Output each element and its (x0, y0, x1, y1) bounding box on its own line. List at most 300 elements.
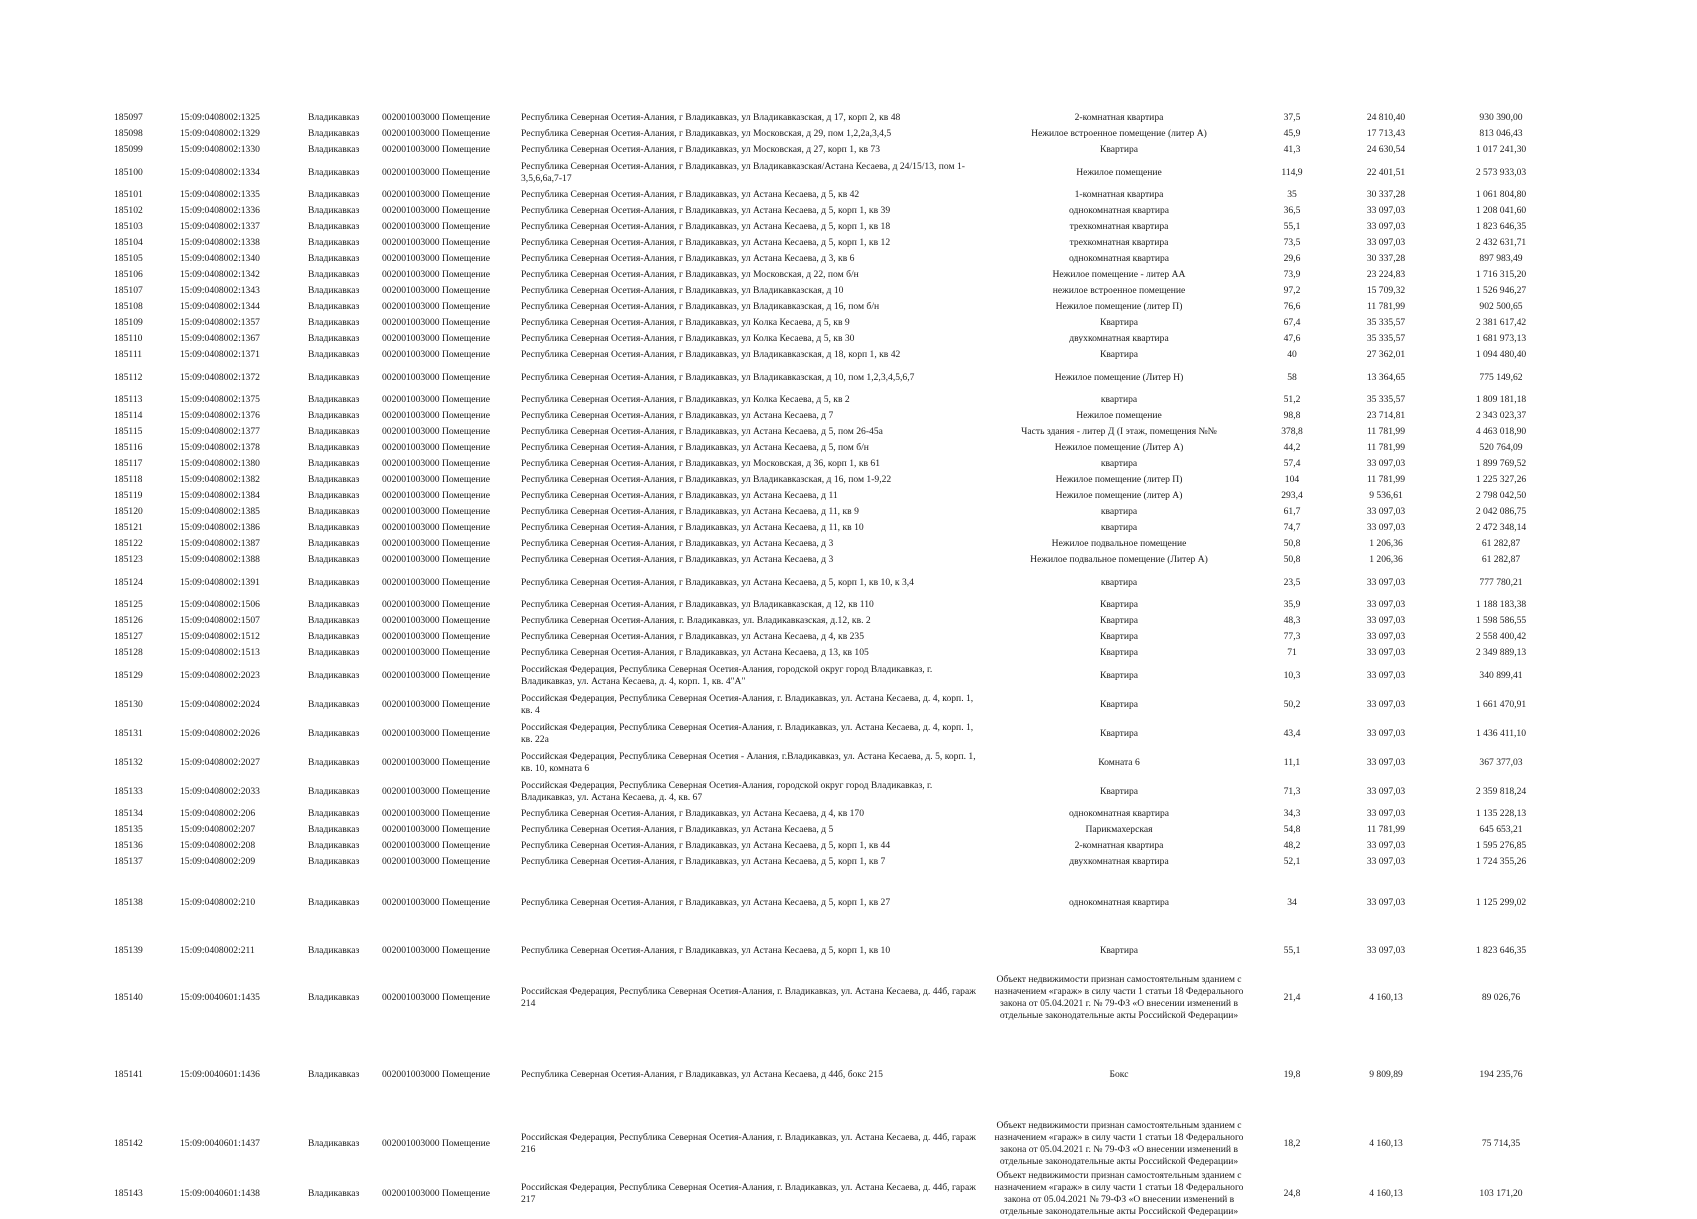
object-type-cell: 002001003000 Помещение (382, 317, 491, 328)
address-cell: Республика Северная Осетия-Алания, г Владикавказ, ул Астана Кесаева, д 3 (521, 538, 834, 549)
city-cell: Владикавказ (308, 333, 360, 344)
description-cell: квартира (1100, 458, 1138, 469)
table-row (110, 440, 1561, 456)
area-cell: 378,8 (1281, 426, 1303, 437)
unit-cost-cell: 33 097,03 (1366, 897, 1406, 908)
area-cell: 34 (1287, 897, 1297, 908)
record-number-cell: 185130 (114, 698, 143, 710)
cadastral-number-cell: 15:09:0408002:1376 (180, 410, 260, 421)
table-row (110, 203, 1561, 219)
description-cell: Бокс (1109, 1069, 1129, 1080)
address-cell: Республика Северная Осетия-Алания, г Владикавказ, ул Астана Кесаева, д 5, корп 1, кв 39 (521, 205, 891, 216)
unit-cost-cell: 33 097,03 (1366, 840, 1406, 851)
area-cell: 51,2 (1283, 394, 1301, 405)
area-cell: 55,1 (1283, 221, 1301, 232)
record-number-cell: 185116 (114, 442, 143, 453)
record-number-cell: 185112 (114, 371, 143, 383)
record-number-cell: 185141 (114, 1069, 143, 1080)
address-cell: Республика Северная Осетия-Алания, г Владикавказ, ул Астана Кесаева, д 5, корп 1, кв 10 (521, 944, 891, 956)
area-cell: 24,8 (1283, 1188, 1301, 1199)
record-number-cell: 185103 (114, 221, 143, 232)
description-cell: Квартира (1099, 349, 1139, 360)
object-type-cell: 002001003000 Помещение (382, 285, 491, 296)
cadastral-number-cell: 15:09:0408002:2033 (180, 785, 260, 797)
address-cell: Республика Северная Осетия-Алания, г Владикавказ, ул Владикавказская, д 17, корп 2, кв 48 (521, 112, 901, 123)
address-cell: Республика Северная Осетия-Алания, г Владикавказ, ул Астана Кесаева, д 5, корп 1, кв 44 (521, 840, 891, 851)
cadastral-value-cell: 1 125 299,02 (1475, 897, 1527, 908)
object-type-cell: 002001003000 Помещение (382, 1188, 491, 1199)
cadastral-number-cell: 15:09:0408002:1384 (180, 490, 260, 501)
object-type-cell: 002001003000 Помещение (382, 538, 491, 549)
cadastral-value-cell: 2 472 348,14 (1475, 522, 1527, 533)
cadastral-number-cell: 15:09:0408002:1330 (180, 144, 260, 155)
description-cell: Нежилое помещение (литер П) (1055, 301, 1183, 312)
record-number-cell: 185143 (114, 1188, 143, 1199)
area-cell: 50,8 (1283, 538, 1301, 549)
area-cell: 50,2 (1283, 698, 1301, 710)
unit-cost-cell: 33 097,03 (1366, 631, 1406, 642)
city-cell: Владикавказ (308, 897, 360, 908)
address-cell: Республика Северная Осетия-Алания, г Владикавказ, ул Колка Кесаева, д 5, кв 30 (521, 333, 855, 344)
object-type-cell: 002001003000 Помещение (382, 253, 491, 264)
city-cell: Владикавказ (308, 474, 360, 485)
record-number-cell: 185132 (114, 756, 143, 768)
object-type-cell: 002001003000 Помещение (382, 698, 491, 710)
table-row (110, 806, 1561, 822)
record-number-cell: 185107 (114, 285, 143, 296)
cadastral-value-cell: 2 573 933,03 (1475, 166, 1527, 178)
table-row (110, 748, 1561, 777)
table-row (110, 472, 1561, 488)
table-row (110, 536, 1561, 552)
area-cell: 61,7 (1283, 506, 1301, 517)
city-cell: Владикавказ (308, 221, 360, 232)
cadastral-number-cell: 15:09:0408002:1512 (180, 631, 260, 642)
table-row (110, 251, 1561, 267)
cadastral-number-cell: 15:09:0408002:1344 (180, 301, 260, 312)
unit-cost-cell: 23 714,81 (1366, 410, 1406, 421)
area-cell: 47,6 (1283, 333, 1301, 344)
property-register-table (110, 110, 1561, 1219)
area-cell: 37,5 (1283, 112, 1301, 123)
area-cell: 98,8 (1283, 410, 1301, 421)
cadastral-number-cell: 15:09:0408002:2027 (180, 756, 260, 768)
city-cell: Владикавказ (308, 410, 360, 421)
area-cell: 104 (1284, 474, 1300, 485)
area-cell: 36,5 (1283, 205, 1301, 216)
record-number-cell: 185102 (114, 205, 143, 216)
record-number-cell: 185111 (114, 349, 143, 360)
address-cell: Российская Федерация, Республика Северная Осетия-Алания, городской округ город Владикавказ, г. Владикавказ, ул. Астана Кесаева, д. 4, кв. 67 (521, 779, 933, 803)
object-type-cell: 002001003000 Помещение (382, 756, 491, 768)
record-number-cell: 185098 (114, 128, 143, 139)
record-number-cell: 185121 (114, 522, 143, 533)
cadastral-number-cell: 15:09:0408002:1334 (180, 166, 260, 178)
cadastral-value-cell: 1 188 183,38 (1475, 599, 1527, 610)
object-type-cell: 002001003000 Помещение (382, 301, 491, 312)
object-type-cell: 002001003000 Помещение (382, 237, 491, 248)
unit-cost-cell: 33 097,03 (1366, 221, 1406, 232)
cadastral-value-cell: 520 764,09 (1479, 442, 1523, 453)
address-cell: Республика Северная Осетия-Алания, г. Владикавказ, ул. Владикавказская, д.12, кв. 2 (521, 615, 871, 626)
unit-cost-cell: 33 097,03 (1366, 785, 1406, 797)
cadastral-number-cell: 15:09:0408002:1513 (180, 647, 260, 658)
city-cell: Владикавказ (308, 992, 360, 1003)
description-cell: квартира (1100, 394, 1138, 405)
object-type-cell: 002001003000 Помещение (382, 394, 491, 405)
description-cell: квартира (1100, 576, 1138, 588)
unit-cost-cell: 11 781,99 (1366, 301, 1406, 312)
city-cell: Владикавказ (308, 808, 360, 819)
table-row (110, 158, 1561, 187)
area-cell: 19,8 (1283, 1069, 1301, 1080)
unit-cost-cell: 33 097,03 (1366, 647, 1406, 658)
unit-cost-cell: 13 364,65 (1366, 371, 1406, 383)
description-cell: Нежилое встроенное помещение (литер А) (1031, 128, 1207, 139)
table-row (110, 456, 1561, 472)
table-row (110, 331, 1561, 347)
description-cell: Нежилое помещение - литер АА (1052, 269, 1186, 280)
address-cell: Республика Северная Осетия-Алания, г Владикавказ, ул Астана Кесаева, д 44б, бокс 215 (521, 1069, 883, 1080)
record-number-cell: 185135 (114, 824, 143, 835)
city-cell: Владикавказ (308, 490, 360, 501)
table-row (110, 392, 1561, 408)
record-number-cell: 185114 (114, 410, 143, 421)
cadastral-value-cell: 1 436 411,10 (1475, 727, 1526, 739)
address-cell: Республика Северная Осетия-Алания, г Владикавказ, ул Астана Кесаева, д 11 (521, 490, 838, 501)
unit-cost-cell: 4 160,13 (1369, 992, 1403, 1003)
record-number-cell: 185101 (114, 189, 143, 200)
cadastral-value-cell: 61 282,87 (1481, 538, 1521, 549)
unit-cost-cell: 11 781,99 (1366, 474, 1406, 485)
unit-cost-cell: 27 362,01 (1366, 349, 1406, 360)
object-type-cell: 002001003000 Помещение (382, 808, 491, 819)
table-row (110, 315, 1561, 331)
area-cell: 77,3 (1283, 631, 1301, 642)
cadastral-value-cell: 1 661 470,91 (1475, 698, 1527, 710)
record-number-cell: 185142 (114, 1138, 143, 1149)
cadastral-number-cell: 15:09:0408002:1340 (180, 253, 260, 264)
city-cell: Владикавказ (308, 394, 360, 405)
unit-cost-cell: 9 809,89 (1369, 1069, 1403, 1080)
cadastral-number-cell: 15:09:0408002:1336 (180, 205, 260, 216)
cadastral-value-cell: 1 823 646,35 (1475, 221, 1527, 232)
table-row (110, 1031, 1561, 1119)
object-type-cell: 002001003000 Помещение (382, 490, 491, 501)
object-type-cell: 002001003000 Помещение (382, 856, 491, 867)
table-row (110, 854, 1561, 870)
table-row (110, 347, 1561, 363)
cadastral-value-cell: 2 343 023,37 (1475, 410, 1527, 421)
description-cell: однокомнатная квартира (1068, 897, 1170, 908)
record-number-cell: 185109 (114, 317, 143, 328)
cadastral-number-cell: 15:09:0408002:1375 (180, 394, 260, 405)
address-cell: Республика Северная Осетия-Алания, г Владикавказ, ул Астана Кесаева, д 5, пом 26-45а (521, 426, 883, 437)
city-cell: Владикавказ (308, 785, 360, 797)
address-cell: Республика Северная Осетия-Алания, г Владикавказ, ул Владикавказская/Астана Кесаева, д 24/15/13, пом 1-3,5,6,6а,7-17 (521, 160, 966, 184)
object-type-cell: 002001003000 Помещение (382, 112, 491, 123)
address-cell: Республика Северная Осетия-Алания, г Владикавказ, ул Астана Кесаева, д 5 (521, 824, 834, 835)
area-cell: 29,6 (1283, 253, 1301, 264)
city-cell: Владикавказ (308, 506, 360, 517)
address-cell: Республика Северная Осетия-Алания, г Владикавказ, ул Владикавказская, д 18, корп 1, кв 42 (521, 349, 901, 360)
description-cell: Квартира (1099, 944, 1139, 956)
cadastral-value-cell: 1 208 041,60 (1475, 205, 1527, 216)
table-row (110, 363, 1561, 392)
record-number-cell: 185113 (114, 394, 143, 405)
object-type-cell: 002001003000 Помещение (382, 426, 491, 437)
unit-cost-cell: 33 097,03 (1366, 669, 1406, 681)
object-type-cell: 002001003000 Помещение (382, 221, 491, 232)
unit-cost-cell: 33 097,03 (1366, 698, 1406, 710)
address-cell: Республика Северная Осетия-Алания, г Владикавказ, ул Московская, д 36, корп 1, кв 61 (521, 458, 880, 469)
unit-cost-cell: 4 160,13 (1369, 1188, 1403, 1199)
unit-cost-cell: 33 097,03 (1366, 237, 1406, 248)
cadastral-number-cell: 15:09:0408002:1507 (180, 615, 260, 626)
cadastral-number-cell: 15:09:0408002:2024 (180, 698, 260, 710)
record-number-cell: 185129 (114, 669, 143, 681)
cadastral-number-cell: 15:09:0408002:1378 (180, 442, 260, 453)
city-cell: Владикавказ (308, 631, 360, 642)
record-number-cell: 185110 (114, 333, 143, 344)
record-number-cell: 185134 (114, 808, 143, 819)
city-cell: Владикавказ (308, 442, 360, 453)
address-cell: Республика Северная Осетия-Алания, г Владикавказ, ул Астана Кесаева, д 5, корп 1, кв 12 (521, 237, 891, 248)
record-number-cell: 185104 (114, 237, 143, 248)
address-cell: Российская Федерация, Республика Северная Осетия-Алания, г. Владикавказ, ул. Астана Кесаева, д. 44б, гараж 216 (521, 1132, 976, 1155)
city-cell: Владикавказ (308, 554, 360, 565)
object-type-cell: 002001003000 Помещение (382, 785, 491, 797)
area-cell: 55,1 (1283, 944, 1301, 956)
description-cell: Часть здания - литер Д (I этаж, помещения №№ (1021, 426, 1217, 437)
city-cell: Владикавказ (308, 840, 360, 851)
description-cell: Нежилое помещение (литер П) (1055, 474, 1183, 485)
city-cell: Владикавказ (308, 576, 360, 588)
city-cell: Владикавказ (308, 269, 360, 280)
cadastral-number-cell: 15:09:0408002:1387 (180, 538, 260, 549)
object-type-cell: 002001003000 Помещение (382, 615, 491, 626)
record-number-cell: 185127 (114, 631, 143, 642)
area-cell: 35 (1287, 189, 1297, 200)
description-cell: однокомнатная квартира (1068, 808, 1170, 819)
address-cell: Республика Северная Осетия-Алания, г Владикавказ, ул Астана Кесаева, д 4, кв 170 (521, 808, 865, 819)
area-cell: 52,1 (1283, 856, 1301, 867)
area-cell: 50,8 (1283, 554, 1301, 565)
unit-cost-cell: 33 097,03 (1366, 576, 1406, 588)
address-cell: Республика Северная Осетия-Алания, г Владикавказ, ул Московская, д 27, корп 1, кв 73 (521, 144, 880, 155)
description-cell: Нежилое помещение (Литер А) (1054, 442, 1184, 453)
register-table-body (110, 110, 1561, 1219)
object-type-cell: 002001003000 Помещение (382, 647, 491, 658)
record-number-cell: 185105 (114, 253, 143, 264)
cadastral-value-cell: 367 377,03 (1479, 756, 1523, 768)
table-row (110, 870, 1561, 936)
cadastral-value-cell: 1 094 480,40 (1475, 349, 1527, 360)
record-number-cell: 185125 (114, 599, 143, 610)
object-type-cell: 002001003000 Помещение (382, 144, 491, 155)
city-cell: Владикавказ (308, 615, 360, 626)
unit-cost-cell: 33 097,03 (1366, 599, 1406, 610)
record-number-cell: 185097 (114, 112, 143, 123)
area-cell: 54,8 (1283, 824, 1301, 835)
city-cell: Владикавказ (308, 285, 360, 296)
unit-cost-cell: 33 097,03 (1366, 522, 1406, 533)
table-row (110, 568, 1561, 597)
object-type-cell: 002001003000 Помещение (382, 506, 491, 517)
address-cell: Республика Северная Осетия-Алания, г Владикавказ, ул Владикавказская, д 10, пом 1,2,3,4,5,6,7 (521, 371, 915, 383)
object-type-cell: 002001003000 Помещение (382, 576, 491, 588)
area-cell: 44,2 (1283, 442, 1301, 453)
record-number-cell: 185117 (114, 458, 143, 469)
table-row (110, 719, 1561, 748)
unit-cost-cell: 33 097,03 (1366, 756, 1406, 768)
city-cell: Владикавказ (308, 522, 360, 533)
description-cell: трехкомнатная квартира (1069, 237, 1169, 248)
description-cell: однокомнатная квартира (1068, 253, 1170, 264)
area-cell: 11,1 (1283, 756, 1301, 768)
cadastral-value-cell: 1 017 241,30 (1475, 144, 1527, 155)
cadastral-number-cell: 15:09:0408002:1337 (180, 221, 260, 232)
address-cell: Республика Северная Осетия-Алания, г Владикавказ, ул Астана Кесаева, д 5, корп 1, кв 18 (521, 221, 891, 232)
city-cell: Владикавказ (308, 698, 360, 710)
description-cell: квартира (1100, 506, 1138, 517)
table-row (110, 597, 1561, 613)
description-cell: Квартира (1099, 669, 1139, 681)
city-cell: Владикавказ (308, 1069, 360, 1080)
city-cell: Владикавказ (308, 538, 360, 549)
city-cell: Владикавказ (308, 458, 360, 469)
address-cell: Российская Федерация, Республика Северная Осетия-Алания, г. Владикавказ, ул. Астана Кесаева, д. 44б, гараж 214 (521, 986, 976, 1009)
cadastral-value-cell: 340 899,41 (1479, 669, 1523, 681)
description-cell: Квартира (1099, 317, 1139, 328)
record-number-cell: 185123 (114, 554, 143, 565)
address-cell: Республика Северная Осетия-Алания, г Владикавказ, ул Астана Кесаева, д 11, кв 9 (521, 506, 859, 517)
unit-cost-cell: 33 097,03 (1366, 458, 1406, 469)
object-type-cell: 002001003000 Помещение (382, 205, 491, 216)
address-cell: Республика Северная Осетия-Алания, г Владикавказ, ул Владикавказская, д 16, пом 1-9,22 (521, 474, 892, 485)
area-cell: 10,3 (1283, 669, 1301, 681)
area-cell: 97,2 (1283, 285, 1301, 296)
address-cell: Республика Северная Осетия-Алания, г Владикавказ, ул Владикавказская, д 16, пом б/н (521, 301, 880, 312)
address-cell: Республика Северная Осетия-Алания, г Владикавказ, ул Астана Кесаева, д 7 (521, 410, 834, 421)
cadastral-value-cell: 1 809 181,18 (1475, 394, 1527, 405)
record-number-cell: 185108 (114, 301, 143, 312)
object-type-cell: 002001003000 Помещение (382, 554, 491, 565)
object-type-cell: 002001003000 Помещение (382, 189, 491, 200)
cadastral-value-cell: 777 780,21 (1479, 576, 1523, 588)
unit-cost-cell: 1 206,36 (1369, 538, 1403, 549)
city-cell: Владикавказ (308, 756, 360, 768)
object-type-cell: 002001003000 Помещение (382, 1069, 491, 1080)
address-cell: Республика Северная Осетия-Алания, г Владикавказ, ул Астана Кесаева, д 4, кв 235 (521, 631, 865, 642)
record-number-cell: 185128 (114, 647, 143, 658)
object-type-cell: 002001003000 Помещение (382, 269, 491, 280)
table-row (110, 822, 1561, 838)
record-number-cell: 185126 (114, 615, 143, 626)
description-cell: Нежилое помещение (1076, 410, 1162, 421)
cadastral-number-cell: 15:09:0408002:1380 (180, 458, 260, 469)
object-type-cell: 002001003000 Помещение (382, 1138, 491, 1149)
record-number-cell: 185133 (114, 785, 143, 797)
area-cell: 73,9 (1283, 269, 1301, 280)
address-cell: Республика Северная Осетия-Алания, г Владикавказ, ул Астана Кесаева, д 5, корп 1, кв 27 (521, 897, 891, 908)
cadastral-number-cell: 15:09:0408002:1377 (180, 426, 260, 437)
table-row (110, 110, 1561, 126)
description-cell: 2-комнатная квартира (1074, 112, 1164, 123)
object-type-cell: 002001003000 Помещение (382, 897, 491, 908)
area-cell: 41,3 (1283, 144, 1301, 155)
area-cell: 114,9 (1281, 166, 1303, 178)
address-cell: Республика Северная Осетия-Алания, г Владикавказ, ул Московская, д 29, пом 1,2,2а,3,4,5 (521, 128, 892, 139)
unit-cost-cell: 22 401,51 (1366, 166, 1406, 178)
record-number-cell: 185100 (114, 166, 143, 178)
area-cell: 293,4 (1281, 490, 1303, 501)
table-row (110, 424, 1561, 440)
table-row (110, 629, 1561, 645)
area-cell: 48,3 (1283, 615, 1301, 626)
record-number-cell: 185106 (114, 269, 143, 280)
cadastral-value-cell: 194 235,76 (1479, 1069, 1523, 1080)
address-cell: Республика Северная Осетия-Алания, г Владикавказ, ул Астана Кесаева, д 3, кв 6 (521, 253, 855, 264)
city-cell: Владикавказ (308, 371, 360, 383)
unit-cost-cell: 30 337,28 (1366, 189, 1406, 200)
city-cell: Владикавказ (308, 727, 360, 739)
object-type-cell: 002001003000 Помещение (382, 840, 491, 851)
address-cell: Российская Федерация, Республика Северная Осетия-Алания, г. Владикавказ, ул. Астана Кесаева, д. 44б, гараж 217 (521, 1182, 976, 1205)
city-cell: Владикавказ (308, 647, 360, 658)
object-type-cell: 002001003000 Помещение (382, 128, 491, 139)
description-cell: Парикмахерская (1085, 824, 1153, 835)
address-cell: Республика Северная Осетия-Алания, г Владикавказ, ул Астана Кесаева, д 5, корп 1, кв 10, к 3,4 (521, 576, 914, 588)
cadastral-value-cell: 897 983,49 (1479, 253, 1523, 264)
cadastral-number-cell: 15:09:0408002:1372 (180, 371, 260, 383)
address-cell: Республика Северная Осетия-Алания, г Владикавказ, ул Астана Кесаева, д 5, корп 1, кв 7 (521, 856, 886, 867)
cadastral-number-cell: 15:09:0408002:211 (180, 944, 255, 956)
unit-cost-cell: 17 713,43 (1366, 128, 1406, 139)
object-type-cell: 002001003000 Помещение (382, 349, 491, 360)
cadastral-number-cell: 15:09:0040601:1435 (180, 992, 260, 1003)
city-cell: Владикавказ (308, 189, 360, 200)
area-cell: 58 (1287, 371, 1297, 383)
object-type-cell: 002001003000 Помещение (382, 944, 491, 956)
city-cell: Владикавказ (308, 1138, 360, 1149)
description-cell: Квартира (1099, 144, 1139, 155)
area-cell: 74,7 (1283, 522, 1301, 533)
address-cell: Республика Северная Осетия-Алания, г Владикавказ, ул Колка Кесаева, д 5, кв 2 (521, 394, 850, 405)
cadastral-value-cell: 1 526 946,27 (1475, 285, 1527, 296)
record-number-cell: 185118 (114, 474, 143, 485)
object-type-cell: 002001003000 Помещение (382, 599, 491, 610)
address-cell: Республика Северная Осетия-Алания, г Владикавказ, ул Московская, д 22, пом б/н (521, 269, 859, 280)
object-type-cell: 002001003000 Помещение (382, 166, 491, 178)
address-cell: Республика Северная Осетия-Алания, г Владикавказ, ул Астана Кесаева, д 5, кв 42 (521, 189, 860, 200)
unit-cost-cell: 23 224,83 (1366, 269, 1406, 280)
cadastral-number-cell: 15:09:0408002:1385 (180, 506, 260, 517)
cadastral-value-cell: 75 714,35 (1481, 1138, 1521, 1149)
area-cell: 76,6 (1283, 301, 1301, 312)
description-cell: однокомнатная квартира (1068, 205, 1170, 216)
cadastral-number-cell: 15:09:0408002:1388 (180, 554, 260, 565)
unit-cost-cell: 35 335,57 (1366, 333, 1406, 344)
area-cell: 71 (1287, 647, 1297, 658)
object-type-cell: 002001003000 Помещение (382, 333, 491, 344)
cadastral-number-cell: 15:09:0408002:1329 (180, 128, 260, 139)
object-type-cell: 002001003000 Помещение (382, 631, 491, 642)
cadastral-value-cell: 813 046,43 (1479, 128, 1523, 139)
cadastral-value-cell: 1 899 769,52 (1475, 458, 1527, 469)
cadastral-value-cell: 2 349 889,13 (1475, 647, 1527, 658)
description-cell: квартира (1100, 522, 1138, 533)
